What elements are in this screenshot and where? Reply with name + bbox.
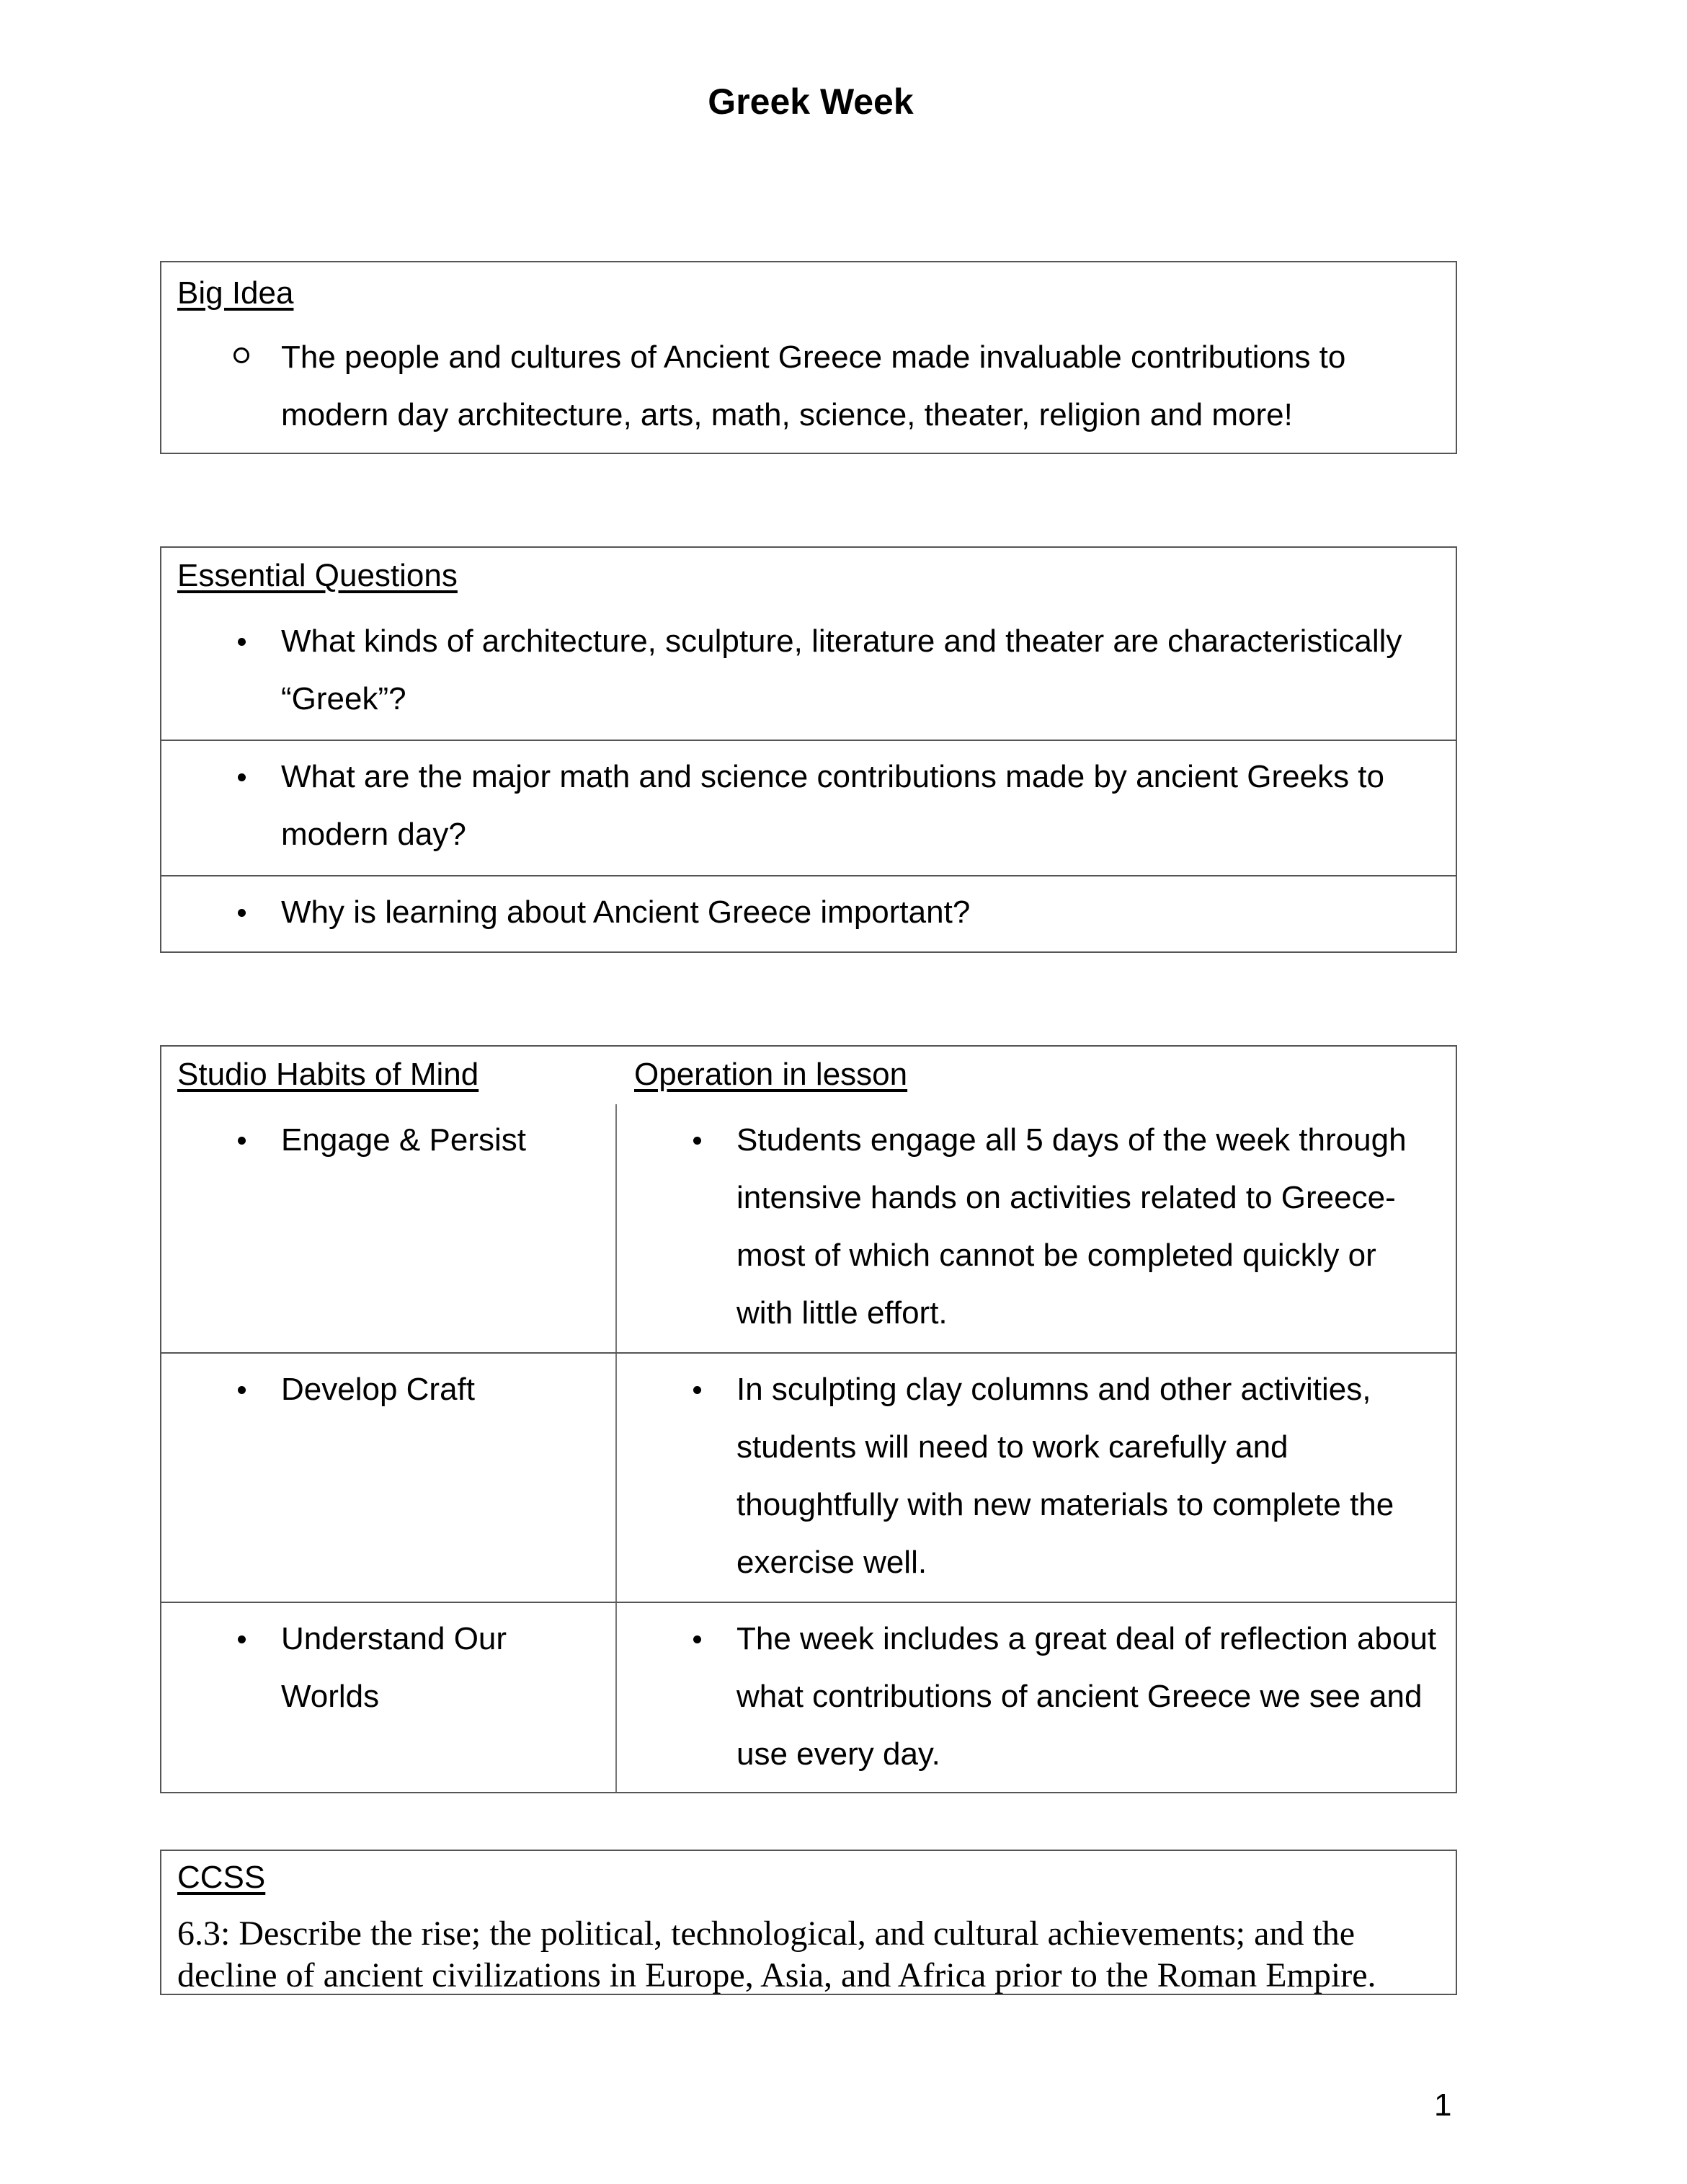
operation-text: The week includes a great deal of reflection about what contributions of ancient Greece we see and use every day. bbox=[736, 1621, 1437, 1772]
bullet-icon bbox=[161, 1111, 281, 1169]
row-divider bbox=[161, 1352, 1456, 1354]
ccss-standard-text: 6.3: Describe the rise; the political, technological, and cultural achievements; and the decline of ancient civilizations in Europe, Asia, and Africa prior to the Roman Empire. bbox=[177, 1914, 1376, 1994]
bullet-icon bbox=[161, 1610, 281, 1668]
operation-cell bbox=[617, 1610, 1456, 1783]
bullet-icon bbox=[617, 1111, 736, 1169]
essential-questions-box bbox=[160, 546, 1457, 953]
bullet-icon bbox=[161, 613, 281, 670]
question-text: What kinds of architecture, sculpture, literature and theater are characteristically “Greek”? bbox=[281, 623, 1402, 716]
divider bbox=[161, 875, 1456, 876]
question-item bbox=[161, 884, 1456, 941]
habit-cell bbox=[161, 1610, 615, 1726]
big-idea-header: Big Idea bbox=[177, 275, 294, 311]
habit-text: Develop Craft bbox=[281, 1372, 476, 1407]
operation-text: In sculpting clay columns and other activities, students will need to work carefully and thoughtfully with new materials to complete the exercise well. bbox=[736, 1372, 1394, 1580]
bullet-icon bbox=[617, 1361, 736, 1419]
big-idea-text: The people and cultures of Ancient Greece made invaluable contributions to modern day architecture, arts, math, science, theater, religion and more! bbox=[281, 339, 1346, 432]
bullet-icon bbox=[161, 884, 281, 941]
essential-questions-header: Essential Questions bbox=[177, 558, 458, 593]
operation-text: Students engage all 5 days of the week through intensive hands on activities related to Greece- most of which cannot be completed quickly or with little effort. bbox=[736, 1122, 1407, 1331]
bullet-icon bbox=[161, 748, 281, 806]
operation-cell bbox=[617, 1361, 1456, 1592]
studio-habits-table bbox=[160, 1045, 1457, 1793]
habit-text: Engage & Persist bbox=[281, 1122, 526, 1158]
page-number: 1 bbox=[1434, 2087, 1452, 2123]
question-item bbox=[161, 748, 1456, 864]
row-divider bbox=[161, 1602, 1456, 1603]
operation-header: Operation in lesson bbox=[634, 1057, 908, 1092]
habit-cell bbox=[161, 1111, 615, 1169]
big-idea-box bbox=[160, 261, 1457, 454]
ccss-header: CCSS bbox=[177, 1860, 266, 1895]
question-text: What are the major math and science contributions made by ancient Greeks to modern day? bbox=[281, 759, 1384, 852]
question-item bbox=[161, 613, 1456, 728]
circle-bullet-icon bbox=[161, 329, 281, 386]
question-text: Why is learning about Ancient Greece important? bbox=[281, 895, 971, 930]
big-idea-item bbox=[161, 329, 1456, 444]
page-title: Greek Week bbox=[708, 81, 914, 122]
habit-text: Understand Our Worlds bbox=[281, 1621, 507, 1714]
bullet-icon bbox=[617, 1610, 736, 1668]
habit-cell bbox=[161, 1361, 615, 1419]
divider bbox=[161, 740, 1456, 741]
bullet-icon bbox=[161, 1361, 281, 1419]
ccss-box bbox=[160, 1850, 1457, 1995]
operation-cell bbox=[617, 1111, 1456, 1342]
studio-habits-header: Studio Habits of Mind bbox=[177, 1057, 479, 1092]
